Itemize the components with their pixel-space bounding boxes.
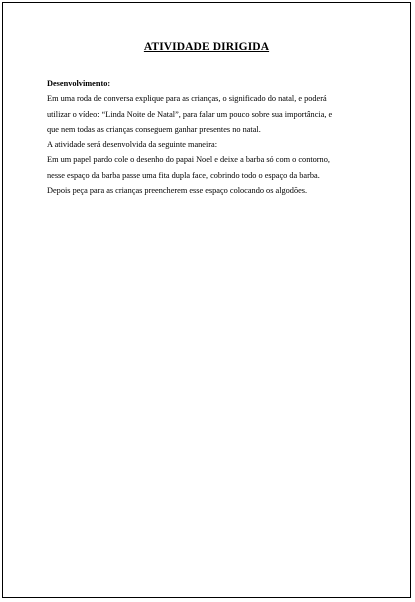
document-body [47,76,387,198]
paragraph-line: Depois peça para as crianças preencherem esse espaço colocando os algodões. [47,186,308,196]
paragraph-line: utilizar o vídeo: “Linda Noite de Natal”, para falar um pouco sobre sua importância, e [47,109,333,119]
section-heading: Desenvolvimento: [47,79,111,88]
document-title: ATIVIDADE DIRIGIDA [143,41,270,53]
paragraph-line: nesse espaço da barba passe uma fita dupla face, cobrindo todo o espaço da barba. [47,170,320,180]
paragraph-line: Em uma roda de conversa explique para as crianças, o significado do natal, e poderá [47,94,327,104]
paragraph-line: Em um papel pardo cole o desenho do papai Noel e deixe a barba só com o contorno, [47,155,330,165]
paragraph-line: A atividade será desenvolvida da seguinte maneira: [47,140,218,150]
document-page [2,2,411,598]
paragraph-line: que nem todas as crianças conseguem ganhar presentes no natal. [47,124,261,134]
